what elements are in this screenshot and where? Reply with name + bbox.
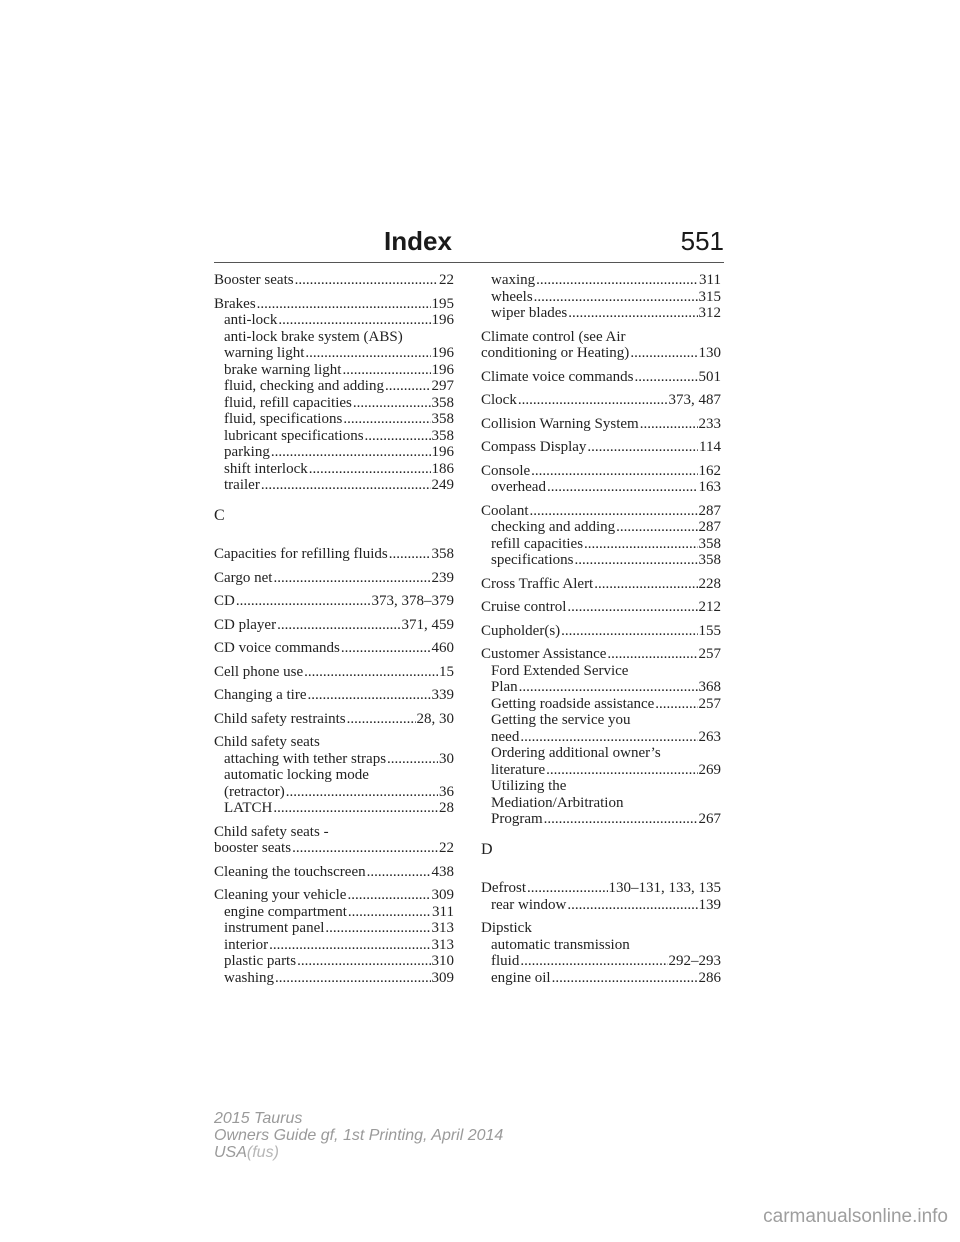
page-reference: 163: [698, 479, 721, 495]
index-subentry: [481, 712, 721, 729]
index-entry: [214, 546, 454, 563]
entry-text: Climate control (see Air: [481, 328, 626, 345]
index-entry: [481, 880, 721, 913]
index-subentry: [481, 552, 721, 569]
page-reference: 339: [431, 687, 454, 703]
footer-model: 2015 Taurus: [214, 1110, 303, 1127]
dot-leader: [273, 570, 430, 587]
page-reference: 460: [431, 640, 454, 656]
page-reference: 309: [431, 887, 454, 903]
dot-leader: [273, 800, 438, 817]
entry-text: Cross Traffic Alert: [481, 575, 594, 592]
page-reference: 358: [431, 411, 454, 427]
entry-text: brake warning light: [224, 361, 342, 378]
index-subentry: [481, 745, 721, 762]
dot-leader: [367, 864, 431, 881]
index-subentry: [481, 811, 721, 828]
index-subentry: [481, 679, 721, 696]
index-subentry: [214, 970, 454, 987]
page-reference: 228: [698, 575, 721, 592]
dot-leader: [387, 751, 438, 768]
index-heading: [214, 824, 454, 841]
page-reference: 162: [698, 462, 721, 479]
dot-leader: [634, 369, 697, 386]
entry-text: interior: [224, 936, 269, 953]
dot-leader: [594, 576, 697, 593]
dot-leader: [518, 392, 668, 409]
index-subentry: [481, 536, 721, 553]
entry-text: anti-lock: [224, 312, 278, 328]
index-heading: [481, 416, 721, 433]
dot-leader: [278, 312, 430, 329]
page-reference: 257: [698, 695, 721, 712]
dot-leader: [630, 345, 697, 362]
entry-text: parking: [224, 444, 270, 460]
page-reference: 310: [431, 953, 454, 969]
index-entry: [481, 329, 721, 362]
entry-text: Getting the service you: [491, 712, 631, 728]
page-reference: 358: [698, 552, 721, 568]
page-reference: 28, 30: [416, 710, 454, 727]
dot-leader: [640, 416, 698, 433]
index-subentry: [214, 751, 454, 768]
page-reference: 358: [431, 427, 454, 444]
index-heading: [481, 439, 721, 456]
entry-text: Child safety restraints: [214, 710, 346, 727]
entry-text: attaching with tether straps: [224, 750, 387, 767]
page-reference: 373, 487: [668, 392, 721, 408]
entry-text: plastic parts: [224, 953, 297, 969]
index-entry: [214, 734, 454, 817]
dot-leader: [286, 784, 438, 801]
index-entry: [214, 593, 454, 610]
dot-leader: [275, 970, 431, 987]
entry-text: (retractor): [224, 783, 285, 800]
page-reference: 196: [431, 345, 454, 361]
index-heading: [214, 570, 454, 587]
page-reference: 139: [698, 896, 721, 913]
index-heading: [481, 369, 721, 386]
entry-text: Cell phone use: [214, 663, 304, 680]
page-reference: 36: [439, 783, 454, 800]
entry-text: Getting roadside assistance: [491, 695, 655, 712]
page-reference: 267: [698, 811, 721, 827]
entry-text: LATCH: [224, 800, 273, 816]
entry-text: specifications: [491, 552, 574, 568]
entry-text: Cargo net: [214, 569, 273, 586]
index-heading: [481, 646, 721, 663]
index-subentry: [214, 329, 454, 346]
page-number: 551: [680, 226, 724, 256]
page-reference: 114: [699, 439, 721, 455]
index-entry: [481, 439, 721, 456]
index-heading: [481, 345, 721, 362]
page-reference: 22: [439, 840, 454, 856]
page-reference: 130: [698, 345, 721, 361]
index-subentry: [214, 767, 454, 784]
index-subentry: [214, 428, 454, 445]
page-reference: 438: [431, 863, 454, 880]
footer-region: [214, 1144, 503, 1161]
index-entry: [481, 503, 721, 569]
page-reference: 239: [431, 569, 454, 586]
page-reference: 196: [431, 361, 454, 378]
dot-leader: [271, 444, 431, 461]
entry-text: CD: [214, 593, 235, 609]
entry-text: fluid, checking and adding: [224, 378, 384, 394]
index-heading: [214, 664, 454, 681]
index-subentry: [481, 795, 721, 812]
index-heading: [481, 576, 721, 593]
index-subentry: [214, 904, 454, 921]
entry-text: overhead: [491, 479, 546, 495]
index-column-right: [481, 272, 721, 993]
index-entry: [214, 296, 454, 494]
dot-leader: [587, 439, 698, 456]
index-entry: [481, 576, 721, 593]
index-heading: [214, 593, 454, 610]
dot-leader: [519, 679, 698, 696]
entry-text: literature: [491, 761, 546, 778]
page-reference: 263: [698, 728, 721, 745]
entry-text: instrument panel: [224, 920, 325, 936]
index-heading: [214, 711, 454, 728]
index-subentry: [214, 362, 454, 379]
dot-leader: [292, 840, 438, 857]
index-subentry: [214, 345, 454, 362]
index-section-letter: C: [214, 506, 225, 524]
page-reference: 195: [431, 295, 454, 312]
index-entry: [214, 824, 454, 857]
dot-leader: [257, 296, 431, 313]
index-section-letter: D: [481, 840, 493, 858]
footer-region-suffix: (fus): [246, 1144, 279, 1161]
index-heading: [214, 840, 454, 857]
dot-leader: [261, 477, 431, 494]
dot-leader: [531, 463, 697, 480]
page-reference: 371, 459: [401, 616, 454, 633]
entry-text: Cleaning your vehicle: [214, 887, 347, 903]
index-subentry: [481, 953, 721, 970]
page-reference: 311: [699, 272, 721, 288]
page-reference: 257: [698, 646, 721, 662]
index-heading: [214, 546, 454, 563]
entry-text: Defrost: [481, 880, 526, 896]
index-subentry: [481, 696, 721, 713]
entry-text: Ordering additional owner’s: [491, 745, 661, 761]
page-reference: 22: [439, 272, 454, 288]
index-subentry: [481, 762, 721, 779]
index-entry: [481, 646, 721, 828]
entry-text: Coolant: [481, 502, 529, 519]
index-subentry: [214, 784, 454, 801]
dot-leader: [527, 880, 608, 897]
entry-text: fluid, refill capacities: [224, 394, 352, 411]
index-heading: [481, 503, 721, 520]
index-entry: [214, 617, 454, 634]
index-entry: [481, 623, 721, 640]
entry-text: Cupholder(s): [481, 622, 561, 639]
index-heading: [481, 392, 721, 409]
page-reference: 313: [431, 936, 454, 953]
dot-leader: [584, 536, 697, 553]
page-header: [214, 226, 724, 266]
index-heading: [481, 623, 721, 640]
page-reference: 309: [431, 969, 454, 986]
index-subentry: [214, 920, 454, 937]
index-heading: [214, 864, 454, 881]
dot-leader: [347, 887, 430, 904]
index-subentry: [481, 305, 721, 322]
index-entry: [214, 887, 454, 986]
entry-text: Capacities for refilling fluids: [214, 546, 388, 562]
entry-text: engine oil: [491, 969, 551, 986]
dot-leader: [544, 811, 698, 828]
entry-text: Collision Warning System: [481, 415, 639, 432]
index-subentry: [214, 953, 454, 970]
dot-leader: [236, 593, 371, 610]
entry-text: Mediation/Arbitration: [491, 794, 624, 811]
index-heading: [214, 887, 454, 904]
dot-leader: [547, 479, 698, 496]
dot-leader: [536, 272, 698, 289]
index-subentry: [481, 479, 721, 496]
index-heading: [214, 272, 454, 289]
page-reference: 287: [698, 502, 721, 519]
entry-text: Changing a tire: [214, 687, 307, 703]
entry-text: wheels: [491, 288, 533, 305]
dot-leader: [389, 546, 431, 563]
index-heading: [481, 920, 721, 937]
index-entry: [214, 664, 454, 681]
dot-leader: [365, 428, 431, 445]
footer-region-code: USA: [214, 1144, 247, 1161]
page-reference: 368: [698, 679, 721, 695]
index-entry: [214, 687, 454, 704]
entry-text: washing: [224, 969, 274, 986]
dot-leader: [307, 687, 430, 704]
dot-leader: [574, 552, 697, 569]
entry-text: Climate voice commands: [481, 368, 634, 385]
index-entry: [481, 392, 721, 409]
dot-leader: [530, 503, 698, 520]
index-entry: [481, 272, 721, 322]
page-reference: 233: [698, 415, 721, 432]
entry-text: rear window: [491, 896, 567, 913]
page-reference: 28: [439, 800, 454, 816]
entry-text: Console: [481, 462, 531, 479]
dot-leader: [295, 272, 438, 289]
dot-leader: [520, 953, 667, 970]
dot-leader: [546, 762, 697, 779]
entry-text: Child safety seats -: [214, 823, 329, 840]
entry-text: Plan: [491, 679, 518, 695]
header-rule: [214, 262, 724, 263]
entry-text: wiper blades: [491, 305, 568, 321]
entry-text: lubricant specifications: [224, 427, 364, 444]
entry-text: Cruise control: [481, 599, 567, 615]
page-reference: 312: [698, 305, 721, 321]
entry-text: automatic transmission: [491, 936, 630, 953]
entry-text: booster seats: [214, 840, 292, 856]
page-reference: 269: [698, 761, 721, 778]
entry-text: Cleaning the touchscreen: [214, 863, 366, 880]
dot-leader: [309, 461, 431, 478]
index-subentry: [214, 477, 454, 494]
dot-leader: [607, 646, 697, 663]
entry-text: Customer Assistance: [481, 646, 607, 662]
entry-text: Program: [491, 811, 543, 827]
page-reference: 315: [698, 288, 721, 305]
page-reference: 373, 378–379: [371, 593, 454, 609]
index-subentry: [214, 461, 454, 478]
entry-text: fluid, specifications: [224, 411, 343, 427]
watermark: carmanualsonline.info: [763, 1206, 948, 1227]
page-reference: 286: [698, 969, 721, 986]
page-reference: 358: [698, 535, 721, 552]
entry-text: engine compartment: [224, 903, 347, 920]
index-heading: [481, 880, 721, 897]
dot-leader: [277, 617, 400, 634]
index-subentry: [481, 663, 721, 680]
dot-leader: [297, 953, 430, 970]
page-reference: 15: [439, 663, 454, 680]
index-entry: [481, 599, 721, 616]
entry-text: refill capacities: [491, 535, 584, 552]
index-heading: [214, 640, 454, 657]
entry-text: anti-lock brake system (ABS): [224, 328, 403, 345]
dot-leader: [567, 897, 697, 914]
dot-leader: [269, 937, 430, 954]
dot-leader: [568, 305, 697, 322]
dot-leader: [385, 378, 431, 395]
entry-text: Brakes: [214, 295, 256, 312]
index-subentry: [214, 411, 454, 428]
index-column-left: [214, 272, 454, 993]
index-subentry: [214, 378, 454, 395]
entry-text: Booster seats: [214, 272, 294, 288]
page-reference: 358: [431, 394, 454, 411]
entry-text: Ford Extended Service: [491, 662, 629, 679]
entry-text: CD voice commands: [214, 640, 340, 656]
page-reference: 155: [698, 622, 721, 639]
entry-text: trailer: [224, 477, 260, 493]
index-subentry: [214, 800, 454, 817]
entry-text: Compass Display: [481, 439, 587, 455]
page-reference: 30: [439, 750, 454, 767]
page-reference: 287: [698, 519, 721, 535]
dot-leader: [534, 289, 698, 306]
page-reference: 358: [431, 546, 454, 562]
index-heading: [214, 296, 454, 313]
dot-leader: [567, 599, 697, 616]
footer: [214, 1110, 503, 1161]
page-reference: 501: [698, 368, 721, 385]
entry-text: CD player: [214, 616, 277, 633]
dot-leader: [325, 920, 430, 937]
entry-text: waxing: [491, 272, 536, 288]
dot-leader: [655, 696, 697, 713]
dot-leader: [341, 640, 431, 657]
page-reference: 311: [432, 903, 454, 920]
dot-leader: [616, 519, 697, 536]
index-subentry: [481, 729, 721, 746]
page-reference: 196: [431, 444, 454, 460]
dot-leader: [552, 970, 698, 987]
page-title: Index: [384, 226, 452, 256]
index-entry: [214, 570, 454, 587]
entry-text: fluid: [491, 953, 520, 969]
index-entry: [481, 463, 721, 496]
index-entry: [214, 711, 454, 728]
index-subentry: [481, 519, 721, 536]
dot-leader: [305, 345, 430, 362]
index-heading: [214, 734, 454, 751]
entry-text: need: [491, 728, 520, 745]
index-heading: [481, 599, 721, 616]
index-subentry: [214, 444, 454, 461]
entry-text: shift interlock: [224, 460, 308, 477]
index-subentry: [481, 778, 721, 795]
index-entry: [481, 416, 721, 433]
dot-leader: [353, 395, 431, 412]
dot-leader: [347, 711, 416, 728]
dot-leader: [520, 729, 697, 746]
entry-text: checking and adding: [491, 519, 616, 535]
page-reference: 212: [698, 599, 721, 615]
entry-text: warning light: [224, 345, 305, 361]
dot-leader: [348, 904, 431, 921]
page-reference: 249: [431, 477, 454, 493]
page-reference: 196: [431, 312, 454, 328]
index-heading: [481, 463, 721, 480]
dot-leader: [342, 362, 430, 379]
page-reference: 130–131, 133, 135: [608, 880, 721, 896]
index-subentry: [481, 272, 721, 289]
index-entry: [214, 864, 454, 881]
page-reference: 313: [431, 920, 454, 936]
entry-text: automatic locking mode: [224, 767, 369, 783]
index-subentry: [481, 897, 721, 914]
index-heading: [214, 617, 454, 634]
entry-text: Child safety seats: [214, 734, 320, 750]
index-entry: [481, 920, 721, 986]
index-heading: [214, 687, 454, 704]
page-reference: 297: [431, 378, 454, 394]
entry-text: Dipstick: [481, 920, 532, 936]
footer-edition: Owners Guide gf, 1st Printing, April 2014: [214, 1127, 504, 1144]
page-reference: 292–293: [668, 953, 721, 969]
entry-text: Utilizing the: [491, 778, 567, 794]
dot-leader: [304, 664, 438, 681]
index-subentry: [481, 289, 721, 306]
entry-text: conditioning or Heating): [481, 345, 630, 361]
index-subentry: [214, 395, 454, 412]
page-reference: 186: [431, 460, 454, 477]
index-subentry: [481, 937, 721, 954]
index-entry: [214, 272, 454, 289]
dot-leader: [343, 411, 430, 428]
index-subentry: [214, 312, 454, 329]
index-heading: [481, 329, 721, 346]
index-subentry: [481, 970, 721, 987]
dot-leader: [561, 623, 697, 640]
index-entry: [481, 369, 721, 386]
index-subentry: [214, 937, 454, 954]
index-entry: [214, 640, 454, 657]
entry-text: Clock: [481, 392, 517, 408]
